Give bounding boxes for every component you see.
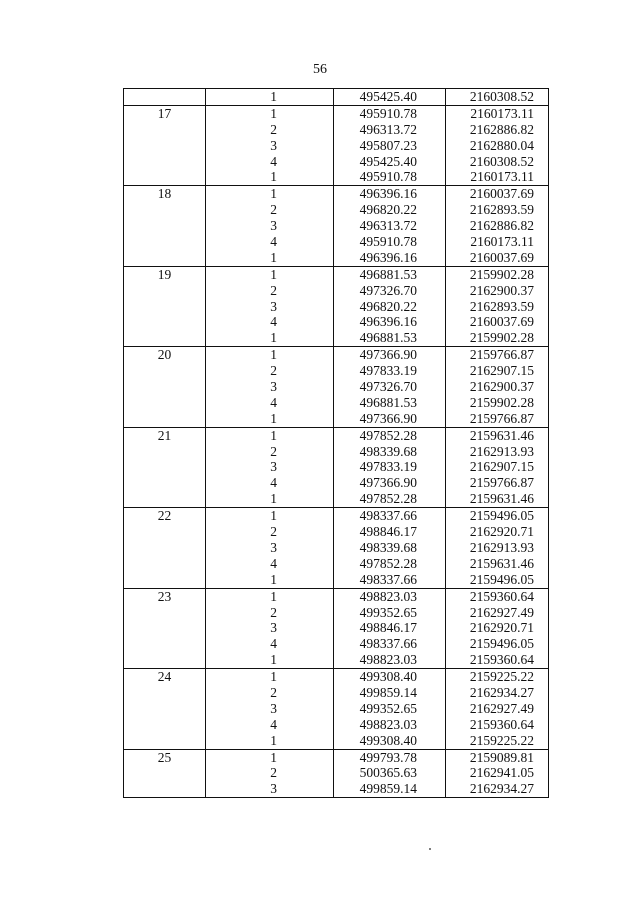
point-number-cell: 1 xyxy=(206,330,334,346)
y-coordinate-cell: 2159631.46 xyxy=(446,556,549,572)
y-coordinate-cell: 2162927.49 xyxy=(446,701,549,717)
y-coordinate-cell: 2159631.46 xyxy=(446,427,549,443)
parcel-number-cell xyxy=(124,475,206,491)
table-row xyxy=(124,572,549,588)
y-coordinate-cell: 2162913.93 xyxy=(446,444,549,460)
y-coordinate-cell: 2159766.87 xyxy=(446,475,549,491)
parcel-number-cell xyxy=(124,379,206,395)
parcel-number-cell: 23 xyxy=(124,588,206,604)
x-coordinate-cell: 497852.28 xyxy=(334,491,446,507)
y-coordinate-cell: 2162920.71 xyxy=(446,524,549,540)
point-number-cell: 3 xyxy=(206,701,334,717)
x-coordinate-cell: 495910.78 xyxy=(334,169,446,185)
point-number-cell: 1 xyxy=(206,105,334,121)
parcel-number-cell xyxy=(124,218,206,234)
x-coordinate-cell: 498846.17 xyxy=(334,620,446,636)
x-coordinate-cell: 495910.78 xyxy=(334,234,446,250)
coordinates-table xyxy=(123,88,549,798)
point-number-cell: 3 xyxy=(206,620,334,636)
page-number: 56 xyxy=(313,62,327,77)
x-coordinate-cell: 499352.65 xyxy=(334,701,446,717)
point-number-cell: 4 xyxy=(206,395,334,411)
parcel-number-cell xyxy=(124,605,206,621)
y-coordinate-cell: 2159496.05 xyxy=(446,508,549,524)
x-coordinate-cell: 496820.22 xyxy=(334,299,446,315)
x-coordinate-cell: 499793.78 xyxy=(334,749,446,765)
coordinates-table-body xyxy=(124,89,549,798)
x-coordinate-cell: 499352.65 xyxy=(334,605,446,621)
table-row xyxy=(124,475,549,491)
x-coordinate-cell: 499308.40 xyxy=(334,733,446,749)
y-coordinate-cell: 2159225.22 xyxy=(446,669,549,685)
point-number-cell: 2 xyxy=(206,605,334,621)
table-row xyxy=(124,347,549,363)
parcel-number-cell xyxy=(124,540,206,556)
table-row xyxy=(124,620,549,636)
parcel-number-cell: 21 xyxy=(124,427,206,443)
table-row xyxy=(124,202,549,218)
x-coordinate-cell: 496881.53 xyxy=(334,330,446,346)
x-coordinate-cell: 498339.68 xyxy=(334,444,446,460)
table-row xyxy=(124,459,549,475)
x-coordinate-cell: 498823.03 xyxy=(334,588,446,604)
table-row xyxy=(124,588,549,604)
x-coordinate-cell: 500365.63 xyxy=(334,765,446,781)
point-number-cell: 4 xyxy=(206,556,334,572)
parcel-number-cell xyxy=(124,154,206,170)
parcel-number-cell xyxy=(124,636,206,652)
parcel-number-cell xyxy=(124,330,206,346)
x-coordinate-cell: 496396.16 xyxy=(334,250,446,266)
parcel-number-cell xyxy=(124,250,206,266)
y-coordinate-cell: 2159496.05 xyxy=(446,572,549,588)
table-row xyxy=(124,138,549,154)
parcel-number-cell xyxy=(124,395,206,411)
point-number-cell: 1 xyxy=(206,508,334,524)
point-number-cell: 3 xyxy=(206,781,334,797)
x-coordinate-cell: 497852.28 xyxy=(334,556,446,572)
parcel-number-cell xyxy=(124,234,206,250)
point-number-cell: 4 xyxy=(206,234,334,250)
x-coordinate-cell: 497852.28 xyxy=(334,427,446,443)
table-row xyxy=(124,605,549,621)
y-coordinate-cell: 2162900.37 xyxy=(446,283,549,299)
point-number-cell: 2 xyxy=(206,363,334,379)
parcel-number-cell xyxy=(124,202,206,218)
table-row xyxy=(124,652,549,668)
parcel-number-cell xyxy=(124,169,206,185)
table-row xyxy=(124,733,549,749)
table-row xyxy=(124,781,549,797)
parcel-number-cell: 19 xyxy=(124,266,206,282)
y-coordinate-cell: 2159360.64 xyxy=(446,588,549,604)
point-number-cell: 4 xyxy=(206,475,334,491)
y-coordinate-cell: 2160308.52 xyxy=(446,154,549,170)
scan-dot-mark xyxy=(429,848,431,850)
table-row xyxy=(124,363,549,379)
point-number-cell: 1 xyxy=(206,588,334,604)
x-coordinate-cell: 495910.78 xyxy=(334,105,446,121)
table-row xyxy=(124,685,549,701)
table-row xyxy=(124,411,549,427)
parcel-number-cell: 18 xyxy=(124,186,206,202)
y-coordinate-cell: 2162907.15 xyxy=(446,363,549,379)
table-row xyxy=(124,427,549,443)
table-row xyxy=(124,395,549,411)
x-coordinate-cell: 497326.70 xyxy=(334,379,446,395)
point-number-cell: 2 xyxy=(206,283,334,299)
x-coordinate-cell: 496881.53 xyxy=(334,395,446,411)
y-coordinate-cell: 2160173.11 xyxy=(446,234,549,250)
table-row xyxy=(124,717,549,733)
table-row xyxy=(124,669,549,685)
point-number-cell: 1 xyxy=(206,266,334,282)
y-coordinate-cell: 2160037.69 xyxy=(446,250,549,266)
point-number-cell: 3 xyxy=(206,459,334,475)
y-coordinate-cell: 2159766.87 xyxy=(446,411,549,427)
y-coordinate-cell: 2162934.27 xyxy=(446,685,549,701)
parcel-number-cell xyxy=(124,283,206,299)
table-row xyxy=(124,266,549,282)
x-coordinate-cell: 495425.40 xyxy=(334,154,446,170)
y-coordinate-cell: 2162880.04 xyxy=(446,138,549,154)
parcel-number-cell xyxy=(124,781,206,797)
y-coordinate-cell: 2159631.46 xyxy=(446,491,549,507)
x-coordinate-cell: 497366.90 xyxy=(334,347,446,363)
parcel-number-cell xyxy=(124,733,206,749)
parcel-number-cell xyxy=(124,122,206,138)
y-coordinate-cell: 2162927.49 xyxy=(446,605,549,621)
x-coordinate-cell: 498337.66 xyxy=(334,572,446,588)
point-number-cell: 4 xyxy=(206,717,334,733)
parcel-number-cell xyxy=(124,459,206,475)
parcel-number-cell: 17 xyxy=(124,105,206,121)
point-number-cell: 2 xyxy=(206,685,334,701)
y-coordinate-cell: 2159902.28 xyxy=(446,266,549,282)
x-coordinate-cell: 495425.40 xyxy=(334,89,446,106)
x-coordinate-cell: 498823.03 xyxy=(334,652,446,668)
x-coordinate-cell: 497833.19 xyxy=(334,363,446,379)
point-number-cell: 1 xyxy=(206,749,334,765)
table-row xyxy=(124,330,549,346)
x-coordinate-cell: 499308.40 xyxy=(334,669,446,685)
parcel-number-cell: 25 xyxy=(124,749,206,765)
table-row xyxy=(124,314,549,330)
table-row xyxy=(124,122,549,138)
parcel-number-cell xyxy=(124,524,206,540)
x-coordinate-cell: 495807.23 xyxy=(334,138,446,154)
parcel-number-cell xyxy=(124,314,206,330)
x-coordinate-cell: 497366.90 xyxy=(334,475,446,491)
point-number-cell: 2 xyxy=(206,765,334,781)
table-row xyxy=(124,701,549,717)
parcel-number-cell xyxy=(124,491,206,507)
table-row xyxy=(124,186,549,202)
point-number-cell: 1 xyxy=(206,186,334,202)
table-row xyxy=(124,283,549,299)
parcel-number-cell xyxy=(124,685,206,701)
point-number-cell: 3 xyxy=(206,138,334,154)
x-coordinate-cell: 499859.14 xyxy=(334,685,446,701)
table-row xyxy=(124,169,549,185)
y-coordinate-cell: 2159360.64 xyxy=(446,652,549,668)
point-number-cell: 1 xyxy=(206,250,334,266)
parcel-number-cell xyxy=(124,717,206,733)
point-number-cell: 1 xyxy=(206,89,334,106)
parcel-number-cell: 24 xyxy=(124,669,206,685)
point-number-cell: 4 xyxy=(206,154,334,170)
x-coordinate-cell: 496396.16 xyxy=(334,314,446,330)
point-number-cell: 3 xyxy=(206,379,334,395)
y-coordinate-cell: 2159360.64 xyxy=(446,717,549,733)
point-number-cell: 2 xyxy=(206,122,334,138)
x-coordinate-cell: 497833.19 xyxy=(334,459,446,475)
parcel-number-cell xyxy=(124,138,206,154)
point-number-cell: 2 xyxy=(206,524,334,540)
point-number-cell: 3 xyxy=(206,299,334,315)
x-coordinate-cell: 498337.66 xyxy=(334,636,446,652)
y-coordinate-cell: 2162934.27 xyxy=(446,781,549,797)
point-number-cell: 1 xyxy=(206,411,334,427)
x-coordinate-cell: 497326.70 xyxy=(334,283,446,299)
y-coordinate-cell: 2162913.93 xyxy=(446,540,549,556)
table-row xyxy=(124,636,549,652)
parcel-number-cell xyxy=(124,572,206,588)
table-row xyxy=(124,89,549,106)
point-number-cell: 1 xyxy=(206,427,334,443)
x-coordinate-cell: 498846.17 xyxy=(334,524,446,540)
table-row xyxy=(124,444,549,460)
point-number-cell: 2 xyxy=(206,444,334,460)
y-coordinate-cell: 2160037.69 xyxy=(446,186,549,202)
table-row xyxy=(124,765,549,781)
point-number-cell: 1 xyxy=(206,347,334,363)
x-coordinate-cell: 498823.03 xyxy=(334,717,446,733)
table-row xyxy=(124,749,549,765)
x-coordinate-cell: 496313.72 xyxy=(334,122,446,138)
x-coordinate-cell: 496313.72 xyxy=(334,218,446,234)
table-row xyxy=(124,218,549,234)
parcel-number-cell xyxy=(124,652,206,668)
y-coordinate-cell: 2159496.05 xyxy=(446,636,549,652)
point-number-cell: 4 xyxy=(206,636,334,652)
point-number-cell: 4 xyxy=(206,314,334,330)
y-coordinate-cell: 2160173.11 xyxy=(446,169,549,185)
table-row xyxy=(124,250,549,266)
table-row xyxy=(124,234,549,250)
y-coordinate-cell: 2162900.37 xyxy=(446,379,549,395)
point-number-cell: 1 xyxy=(206,572,334,588)
parcel-number-cell xyxy=(124,89,206,106)
point-number-cell: 1 xyxy=(206,733,334,749)
y-coordinate-cell: 2162920.71 xyxy=(446,620,549,636)
parcel-number-cell xyxy=(124,363,206,379)
point-number-cell: 1 xyxy=(206,652,334,668)
y-coordinate-cell: 2160173.11 xyxy=(446,105,549,121)
x-coordinate-cell: 499859.14 xyxy=(334,781,446,797)
table-row xyxy=(124,299,549,315)
table-row xyxy=(124,508,549,524)
y-coordinate-cell: 2159766.87 xyxy=(446,347,549,363)
y-coordinate-cell: 2159902.28 xyxy=(446,330,549,346)
point-number-cell: 1 xyxy=(206,491,334,507)
point-number-cell: 2 xyxy=(206,202,334,218)
y-coordinate-cell: 2160308.52 xyxy=(446,89,549,106)
table-row xyxy=(124,524,549,540)
y-coordinate-cell: 2159089.81 xyxy=(446,749,549,765)
table-row xyxy=(124,556,549,572)
table-row xyxy=(124,491,549,507)
table-row xyxy=(124,540,549,556)
point-number-cell: 3 xyxy=(206,540,334,556)
x-coordinate-cell: 498339.68 xyxy=(334,540,446,556)
parcel-number-cell xyxy=(124,701,206,717)
x-coordinate-cell: 496820.22 xyxy=(334,202,446,218)
y-coordinate-cell: 2159225.22 xyxy=(446,733,549,749)
parcel-number-cell: 20 xyxy=(124,347,206,363)
parcel-number-cell xyxy=(124,620,206,636)
y-coordinate-cell: 2162941.05 xyxy=(446,765,549,781)
table-row xyxy=(124,154,549,170)
point-number-cell: 1 xyxy=(206,169,334,185)
parcel-number-cell xyxy=(124,299,206,315)
y-coordinate-cell: 2162907.15 xyxy=(446,459,549,475)
point-number-cell: 3 xyxy=(206,218,334,234)
point-number-cell: 1 xyxy=(206,669,334,685)
parcel-number-cell: 22 xyxy=(124,508,206,524)
y-coordinate-cell: 2162886.82 xyxy=(446,218,549,234)
parcel-number-cell xyxy=(124,765,206,781)
y-coordinate-cell: 2162893.59 xyxy=(446,299,549,315)
y-coordinate-cell: 2162886.82 xyxy=(446,122,549,138)
parcel-number-cell xyxy=(124,444,206,460)
x-coordinate-cell: 496396.16 xyxy=(334,186,446,202)
y-coordinate-cell: 2162893.59 xyxy=(446,202,549,218)
y-coordinate-cell: 2160037.69 xyxy=(446,314,549,330)
table-row xyxy=(124,105,549,121)
table-row xyxy=(124,379,549,395)
parcel-number-cell xyxy=(124,556,206,572)
parcel-number-cell xyxy=(124,411,206,427)
y-coordinate-cell: 2159902.28 xyxy=(446,395,549,411)
x-coordinate-cell: 497366.90 xyxy=(334,411,446,427)
x-coordinate-cell: 496881.53 xyxy=(334,266,446,282)
x-coordinate-cell: 498337.66 xyxy=(334,508,446,524)
